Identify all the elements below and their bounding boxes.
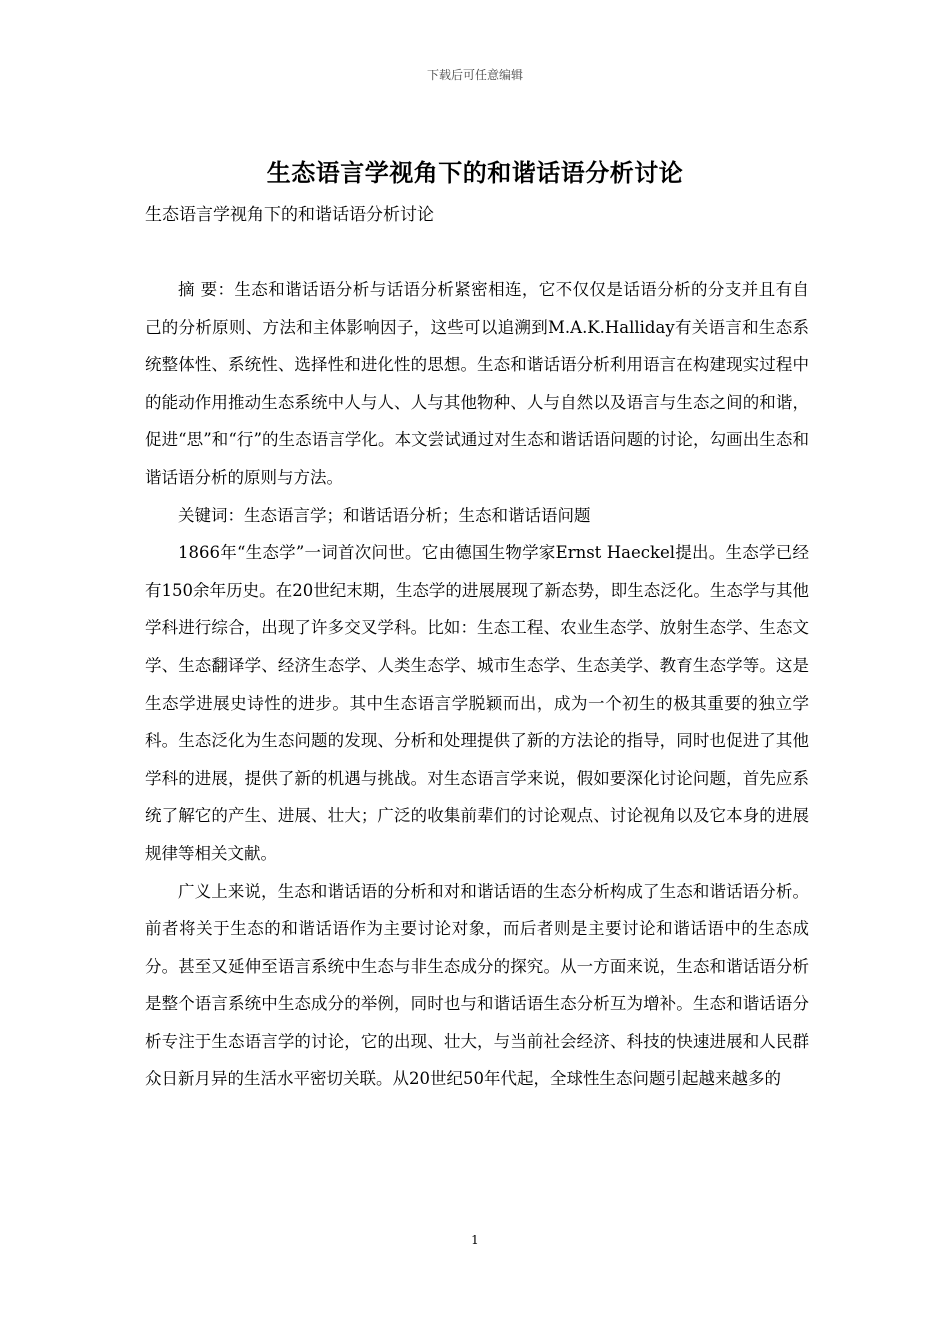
abstract-paragraph: 摘 要：生态和谐话语分析与话语分析紧密相连，它不仅仅是话语分析的分支并且有自己的分析原则、方法和主体影响因子，这些可以追溯到M.A.K.Halliday有关语言和生态系统整体性、系统性、选择性和进化性的思想。生态和谐话语分析利用语言在构建现实过程中的能动作用推动生态系统中人与人、人与其他物种、人与自然以及语言与生态之间的和谐，促进“思”和“行”的生态语言学化。本文尝试通过对生态和谐话语问题的讨论，勾画出生态和谐话语分析的原则与方法。 bbox=[145, 280, 809, 487]
document-body bbox=[145, 271, 809, 1098]
page-number: 1 bbox=[471, 1233, 479, 1247]
header-note: 下载后可任意编辑 bbox=[426, 68, 523, 82]
keywords-paragraph: 关键词：生态语言学；和谐话语分析；生态和谐话语问题 bbox=[178, 505, 591, 525]
body-paragraph: 1866年“生态学”一词首次问世。它由德国生物学家Ernst Haeckel提出。生态学已经有150余年历史。在20世纪末期，生态学的进展展现了新态势，即生态泛化。生态学与其他学科进行综合，出现了许多交叉学科。比如：生态工程、农业生态学、放射生态学、生态文学、生态翻译学、经济生态学、人类生态学、城市生态学、生态美学、教育生态学等。这是生态学进展史诗性的进步。其中生态语言学脱颖而出，成为一个初生的极其重要的独立学科。生态泛化为生态问题的发现、分析和处理提供了新的方法论的指导，同时也促进了其他学科的进展，提供了新的机遇与挑战。对生态语言学来说，假如要深化讨论问题，首先应系统了解它的产生、进展、壮大；广泛的收集前辈们的讨论观点、讨论视角以及它本身的进展规律等相关文献。 bbox=[145, 543, 809, 863]
document-title: 生态语言学视角下的和谐话语分析讨论 bbox=[266, 159, 684, 187]
document-subtitle: 生态语言学视角下的和谐话语分析讨论 bbox=[145, 205, 434, 225]
body-paragraph: 广义上来说，生态和谐话语的分析和对和谐话语的生态分析构成了生态和谐话语分析。前者将关于生态的和谐话语作为主要讨论对象，而后者则是主要讨论和谐话语中的生态成分。甚至又延伸至语言系统中生态与非生态成分的探究。从一方面来说，生态和谐话语分析是整个语言系统中生态成分的举例，同时也与和谐话语生态分析互为增补。生态和谐话语分析专注于生态语言学的讨论，它的出现、壮大，与当前社会经济、科技的快速进展和人民群众日新月异的生活水平密切关联。从20世纪50年代起，全球性生态问题引起越来越多的 bbox=[145, 881, 809, 1089]
